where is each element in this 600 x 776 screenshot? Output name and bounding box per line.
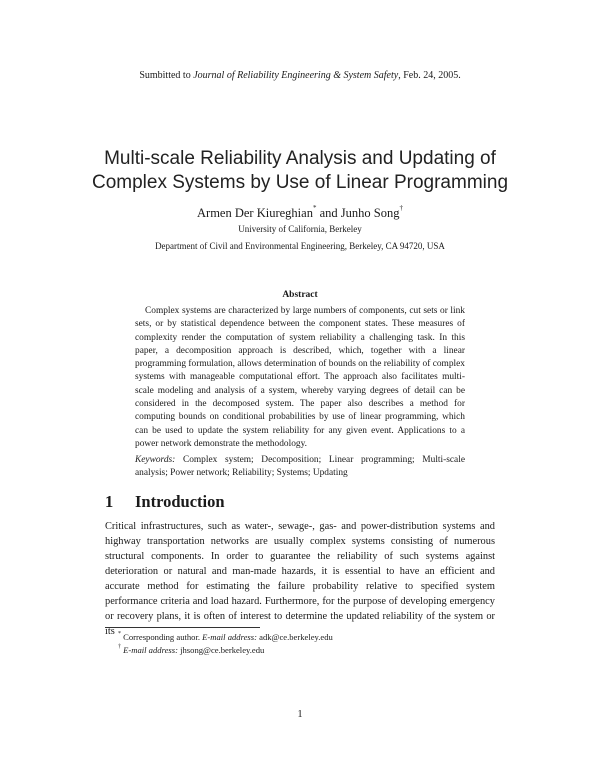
- section-title: Introduction: [135, 492, 225, 511]
- title-line-2: Complex Systems by Use of Linear Programming: [91, 172, 509, 193]
- journal-name: Journal of Reliability Engineering & System Safety: [193, 70, 399, 81]
- footnote-rule: [105, 627, 260, 628]
- footnote-1-email[interactable]: adk@ce.berkeley.edu: [256, 632, 333, 642]
- affiliation-department: Department of Civil and Environmental Engineering, Berkeley, CA 94720, USA: [155, 241, 445, 251]
- page-number: 1: [297, 709, 303, 720]
- author-line: [0, 206, 600, 221]
- keywords-label: Keywords:: [135, 455, 176, 465]
- abstract-heading: Abstract: [282, 290, 318, 300]
- submission-date: , Feb. 24, 2005.: [398, 70, 461, 81]
- section-body: Critical infrastructures, such as water-, sewage-, gas- and power-distribution systems and highway transportation networks are usually complex systems consisting of numerous structural components. In order to guarantee the reliability of such systems against deterioration or natural and man-made hazards, it is essential to have an efficient and accurate method for estimating the failure probability relative to specified system performance criteria and load hazard. Furthermore, for the purpose of developing emergency or recovery plans, it is often of interest to determine the updated reliability of the system or its: [105, 521, 495, 637]
- author-1: Armen Der Kiureghian: [197, 206, 313, 220]
- title-line-1: Multi-scale Reliability Analysis and Updating of: [104, 148, 496, 169]
- paper-title: [0, 147, 600, 195]
- footnote-2: [118, 645, 264, 655]
- footnote-1-label: E-mail address:: [202, 632, 257, 642]
- author-2: Junho Song: [340, 206, 400, 220]
- footnote-2-label: E-mail address:: [121, 645, 178, 655]
- footnote-2-email[interactable]: jhsong@ce.berkeley.edu: [177, 645, 265, 655]
- keywords: [135, 454, 465, 481]
- submission-note: [0, 70, 600, 81]
- keywords-list: Complex system; Decomposition; Linear programming; Multi-scale analysis; Power network; Reliability; Systems; Updating: [135, 455, 465, 479]
- author-1-mark: *: [312, 204, 317, 212]
- footnote-1: [118, 632, 333, 642]
- footnote-2-mark: †: [118, 644, 121, 650]
- footnote-1-mark: *: [118, 631, 121, 637]
- author-2-mark: †: [399, 204, 403, 212]
- abstract-text: [135, 305, 465, 451]
- section-number: 1: [105, 492, 114, 511]
- footnote-1-text: Corresponding author.: [121, 632, 203, 642]
- section-heading: [105, 492, 225, 512]
- abstract-body: Complex systems are characterized by large numbers of components, cut sets or link sets, or by statistical dependence between the component states. These measures of complexity render the computation of system reliability a challenging task. In this paper, a decomposition approach is described, which, together with a linear programming formulation, allows determination of bounds on the reliability of complex systems with manageable computational effort. The approach also facilitates multi-scale modeling and analysis of a system, whereby varying degrees of detail can be considered in the decomposed system. The paper also describes a method for computing bounds on conditional probabilities by use of linear programming, which can be used to update the system reliability for any given event. Applications to a power network demonstrate the methodology.: [135, 306, 465, 449]
- submission-prefix: Sumbitted to: [139, 70, 194, 81]
- affiliation-university: University of California, Berkeley: [238, 224, 362, 234]
- author-conjunction: and: [316, 206, 341, 220]
